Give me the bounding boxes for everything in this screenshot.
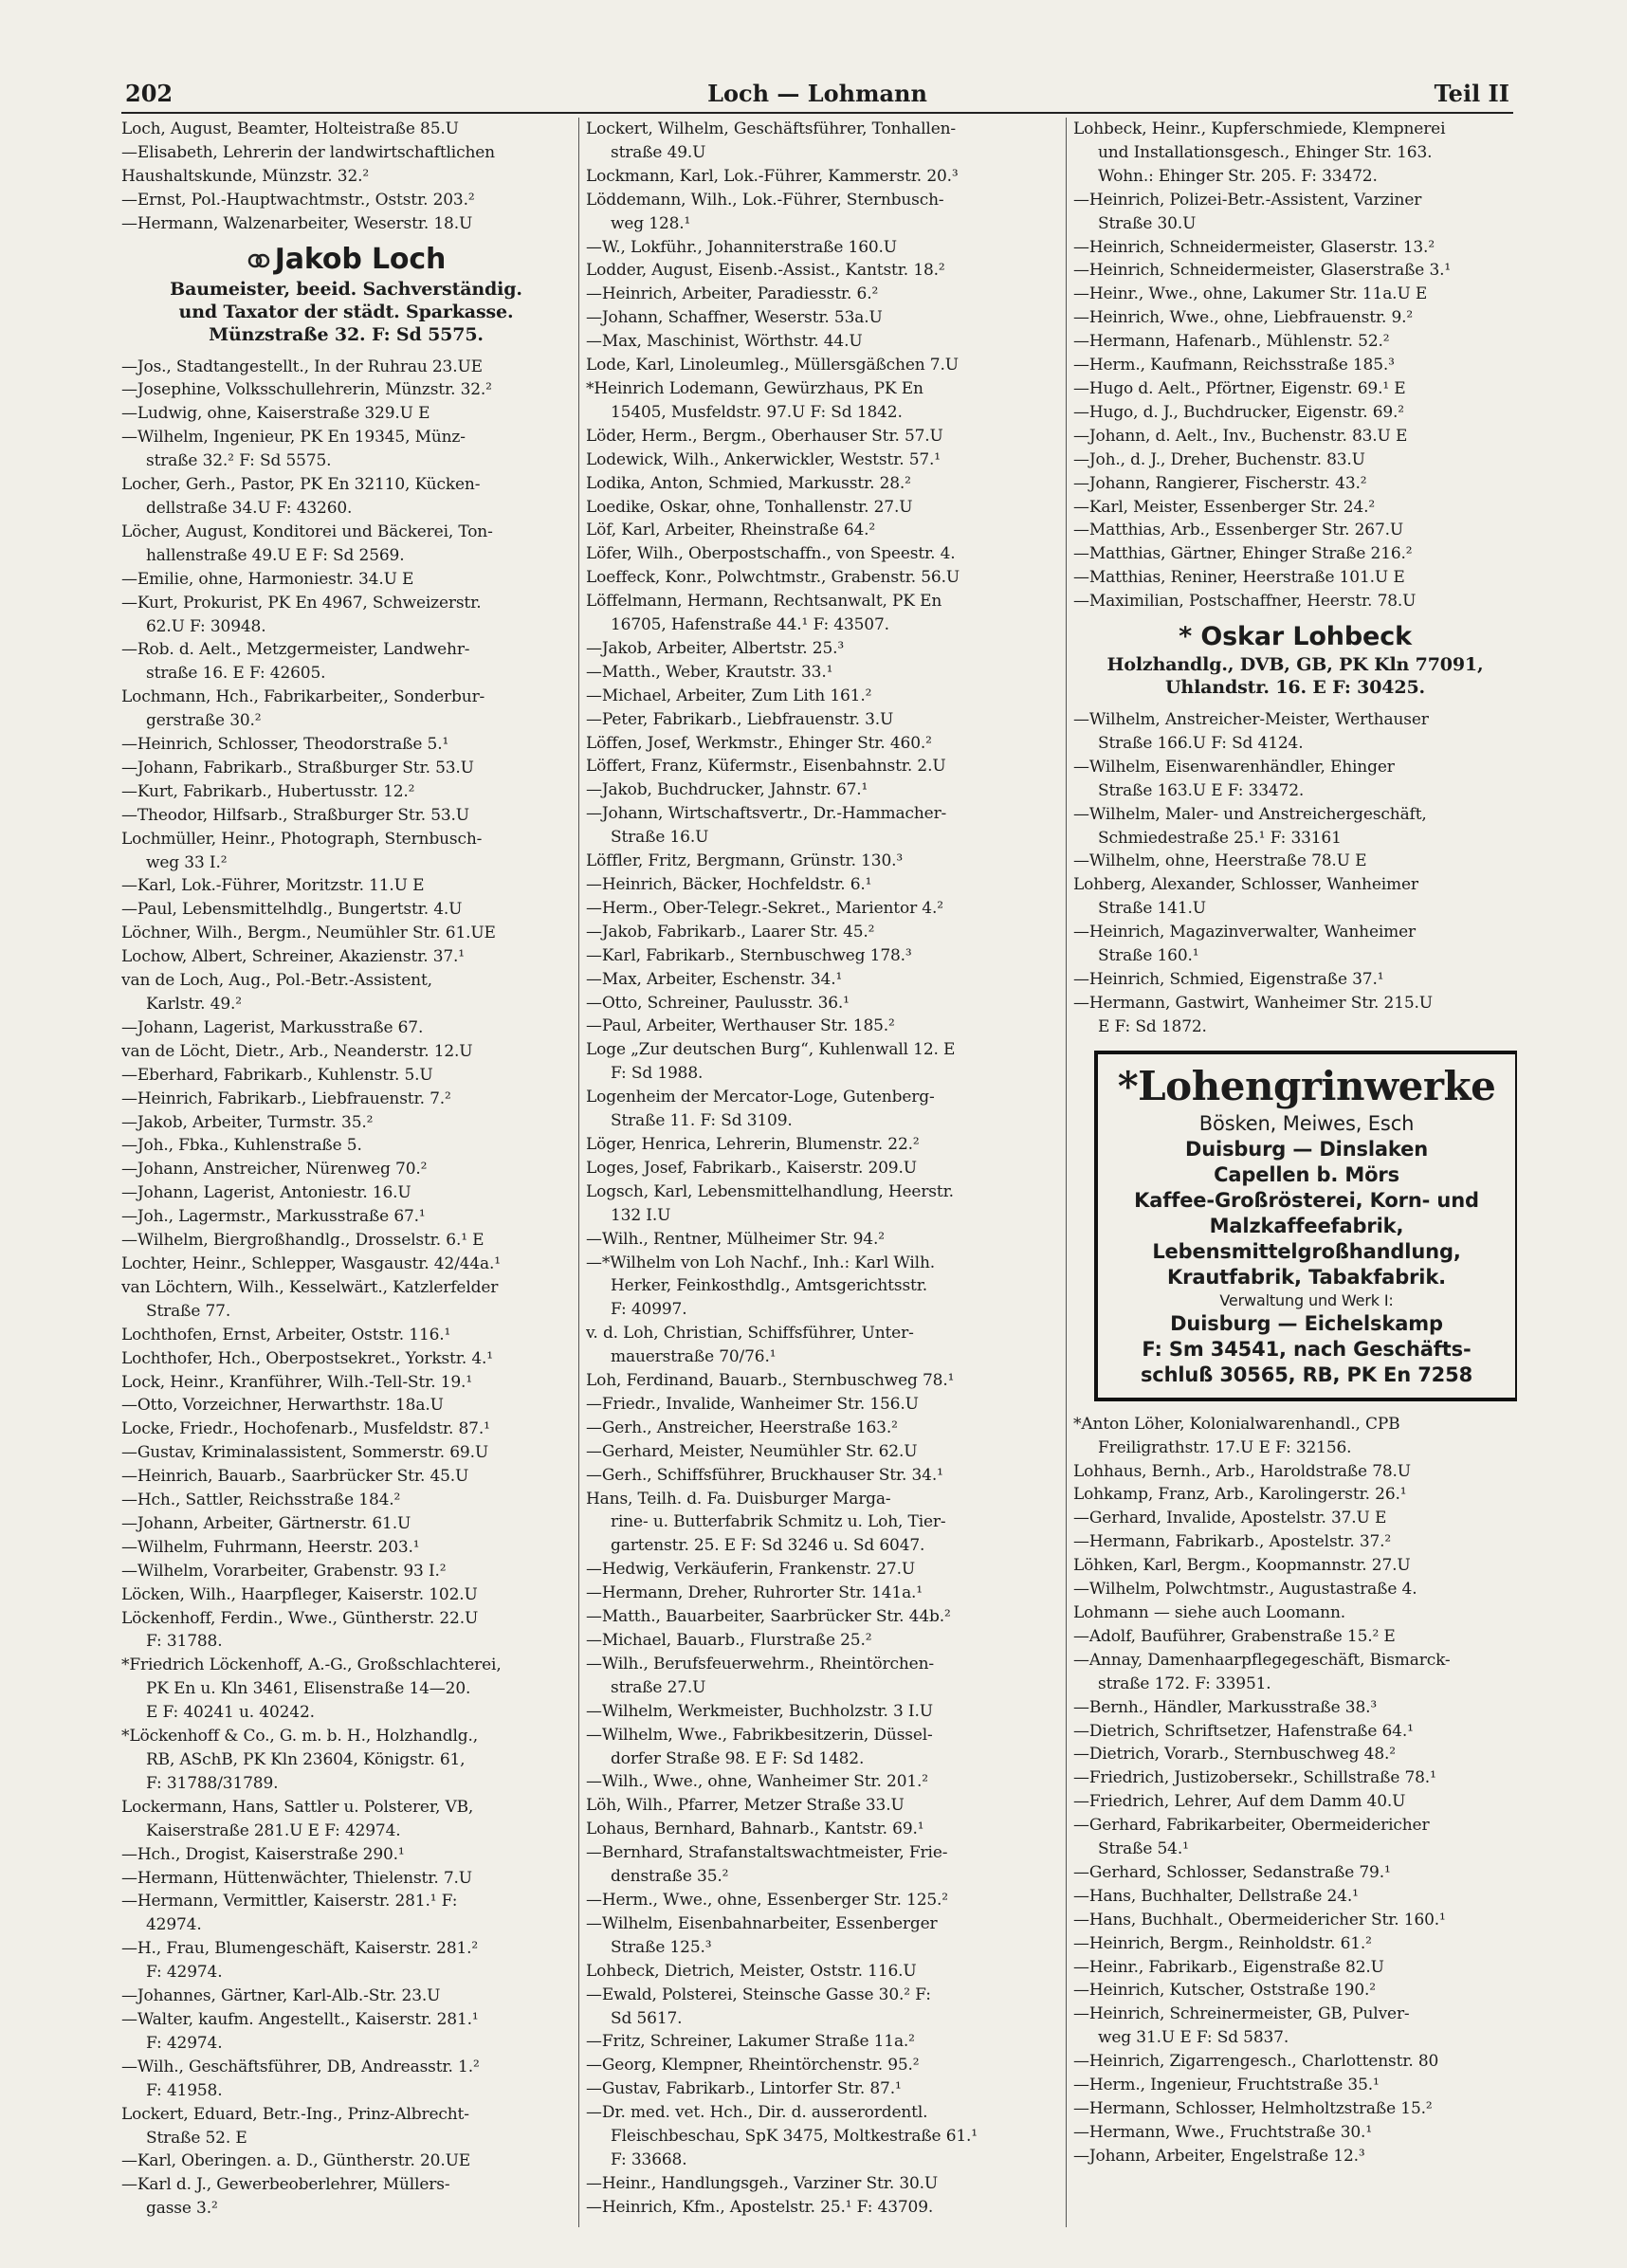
directory-entry-line: —Johann, Fabrikarb., Straßburger Str. 53.U [121, 758, 474, 777]
directory-entry-line: F: 31788/31789. [146, 1773, 279, 1793]
directory-entry-line: —Herm., Ingenieur, Fruchtstraße 35.¹ [1073, 2076, 1380, 2095]
directory-entry-line: —Ludwig, ohne, Kaiserstraße 329.U E [121, 404, 430, 424]
ad-jakob-loch-name-text: Jakob Loch [274, 242, 447, 276]
directory-entry-line: —Joh., Lagermstr., Markusstraße 67.¹ [121, 1207, 426, 1227]
directory-entry-line: —Hans, Buchhalter, Dellstraße 24.¹ [1073, 1886, 1359, 1906]
directory-entry-line: straße 16. E F: 42605. [146, 664, 326, 684]
directory-entry-line: —Otto, Schreiner, Paulusstr. 36.¹ [586, 993, 850, 1013]
directory-entry-line: —*Wilhelm von Loh Nachf., Inh.: Karl Wilh. [586, 1253, 936, 1272]
directory-entry-line: —Heinr., Handlungsgeh., Varziner Str. 30.U [586, 2173, 939, 2193]
directory-entry-line: v. d. Loh, Christian, Schiffsführer, Unter- [586, 1324, 914, 1344]
directory-entry-line: —W., Lokführ., Johanniterstraße 160.U [586, 237, 897, 257]
directory-entry-line: —Hch., Sattler, Reichsstraße 184.² [121, 1491, 401, 1510]
directory-entry-line: —Wilhelm, Maler- und Anstreichergeschäft, [1073, 804, 1427, 824]
ad-jakob-loch [121, 242, 571, 346]
directory-entry-line: —Wilhelm, Fuhrmann, Heerstr. 203.¹ [121, 1537, 420, 1557]
directory-entry-line: —Gerhard, Meister, Neumühler Str. 62.U [586, 1441, 918, 1461]
directory-entry-line: straße 172. F: 33951. [1098, 1674, 1271, 1693]
directory-entry-line: —Hans, Buchhalt., Obermeidericher Str. 160.¹ [1073, 1910, 1446, 1930]
directory-entry-line: —Herm., Wwe., ohne, Essenberger Str. 125.² [586, 1890, 948, 1910]
directory-entry-line: *Löckenhoff & Co., G. m. b. H., Holzhandlg., [121, 1727, 479, 1747]
directory-entry-line: —Johann, Lagerist, Markusstraße 67. [121, 1017, 424, 1037]
directory-entry-line: —Max, Arbeiter, Eschenstr. 34.¹ [586, 969, 843, 989]
directory-entry-line: —Heinrich, Schreinermeister, GB, Pulver- [1073, 2004, 1410, 2024]
ad-lohengrinwerke-line1: Bösken, Meiwes, Esch [1198, 1111, 1415, 1135]
directory-entry-line: —Heinrich, Schneidermeister, Glaserstraße 3.¹ [1073, 261, 1452, 281]
directory-entry-line: —Hch., Drogist, Kaiserstraße 290.¹ [121, 1844, 405, 1864]
directory-entry-line: E F: Sd 1872. [1098, 1016, 1207, 1036]
directory-entry-line: —Hermann, Hafenarb., Mühlenstr. 52.² [1073, 332, 1390, 352]
directory-entry-line: Löchner, Wilh., Bergm., Neumühler Str. 61.UE [121, 924, 496, 943]
directory-entry-line: —Maximilian, Postschaffner, Heerstr. 78.U [1073, 592, 1417, 612]
chain-link-icon [247, 248, 271, 273]
directory-entry-line: Straße 16.U [611, 828, 709, 848]
directory-entry-line: —Herm., Ober-Telegr.-Sekret., Marientor 4.² [586, 898, 943, 918]
directory-entry-line: —Wilh., Rentner, Mülheimer Str. 94.² [586, 1229, 885, 1249]
directory-entry-line: F: 42974. [146, 1963, 223, 1983]
directory-entry-line: Lochter, Heinr., Schlepper, Wasgaustr. 42/44a.¹ [121, 1253, 501, 1273]
directory-entry-line: —Johann, Schaffner, Weserstr. 53a.U [586, 308, 883, 328]
directory-entry-line: Lohbeck, Dietrich, Meister, Oststr. 116.U [586, 1961, 917, 1981]
directory-entry-line: —Elisabeth, Lehrerin der landwirtschaftlichen [121, 142, 495, 162]
directory-entry-line: —Otto, Vorzeichner, Herwarthstr. 18a.U [121, 1396, 444, 1416]
directory-entry-line: —Hermann, Dreher, Ruhrorter Str. 141a.¹ [586, 1583, 923, 1603]
directory-entry-line: —Dietrich, Schriftsetzer, Hafenstraße 64.¹ [1073, 1721, 1414, 1741]
page-number: 202 [125, 80, 174, 107]
directory-entry-line: —Adolf, Bauführer, Grabenstraße 15.² E [1073, 1626, 1396, 1646]
col3-entries-a [1073, 118, 1517, 613]
ad-jakob-loch-name [121, 242, 571, 278]
directory-entry-line: —Johann, Wirtschaftsvertr., Dr.-Hammacher- [586, 804, 947, 824]
directory-entry-line: —Heinrich, Zigarrengesch., Charlottenstr. 80 [1073, 2052, 1439, 2072]
directory-entry-line: —Wilhelm, Wwe., Fabrikbesitzerin, Düssel- [586, 1725, 933, 1745]
directory-entry-line: Kaiserstraße 281.U E F: 42974. [146, 1820, 401, 1840]
directory-entry-line: weg 31.U E F: Sd 5837. [1098, 2028, 1289, 2048]
directory-entry-line: Lohaus, Bernhard, Bahnarb., Kantstr. 69.¹ [586, 1820, 924, 1839]
ad-jakob-loch-line1: Baumeister, beeid. Sachverständig. [170, 278, 522, 300]
directory-entry-line: —Rob. d. Aelt., Metzgermeister, Landwehr- [121, 640, 470, 660]
directory-entry-line: —Heinrich, Schlosser, Theodorstraße 5.¹ [121, 735, 449, 755]
directory-entry-line: rine- u. Butterfabrik Schmitz u. Loh, Tier- [611, 1512, 946, 1532]
directory-entry-line: —Heinrich, Kutscher, Oststraße 190.² [1073, 1981, 1376, 2001]
directory-entry-line: —Friedrich, Lehrer, Auf dem Damm 40.U [1073, 1792, 1406, 1812]
directory-entry-line: —Wilhelm, Eisenbahnarbeiter, Essenberger [586, 1913, 938, 1933]
directory-entry-line: —Dr. med. vet. Hch., Dir. d. ausserordentl. [586, 2103, 928, 2123]
directory-entry-line: —Peter, Fabrikarb., Liebfrauenstr. 3.U [586, 709, 894, 729]
directory-entry-line: Löffert, Franz, Küfermstr., Eisenbahnstr. 2.U [586, 757, 946, 777]
directory-entry-line: E F: 40241 u. 40242. [146, 1703, 315, 1723]
directory-entry-line: —Walter, kaufm. Angestellt., Kaiserstr. 281.¹ [121, 2009, 479, 2029]
directory-entry-line: Löffler, Fritz, Bergmann, Grünstr. 130.³ [586, 851, 904, 871]
directory-entry-line: F: 33668. [611, 2149, 687, 2169]
col2-entries [586, 118, 1060, 2220]
directory-entry-line: straße 27.U [611, 1677, 706, 1697]
directory-entry-line: Löh, Wilh., Pfarrer, Metzer Straße 33.U [586, 1796, 905, 1816]
directory-entry-line: —Heinrich, Magazinverwalter, Wanheimer [1073, 923, 1417, 942]
ad-lohengrinwerke-line8: Verwaltung und Werk I: [1219, 1290, 1394, 1309]
directory-entry-line: —Ewald, Polsterei, Steinsche Gasse 30.² F: [586, 1984, 931, 2004]
directory-entry-line: —H., Frau, Blumengeschäft, Kaiserstr. 281.² [121, 1939, 479, 1959]
directory-entry-line: weg 128.¹ [611, 213, 691, 233]
directory-entry-line: 15405, Musfeldstr. 97.U F: Sd 1842. [611, 402, 903, 422]
directory-entry-line: Löddemann, Wilh., Lok.-Führer, Sternbusch- [586, 190, 944, 210]
directory-entry-line: —Jakob, Arbeiter, Turmstr. 35.² [121, 1112, 374, 1132]
directory-entry-line: Straße 11. F: Sd 3109. [611, 1111, 793, 1131]
directory-entry-line: —Bernh., Händler, Markusstraße 38.³ [1073, 1697, 1378, 1717]
ad-lohengrinwerke-line11: schluß 30565, RB, PK En 7258 [1140, 1363, 1473, 1386]
ad-oskar-lohbeck-line2: Uhlandstr. 16. E F: 30425. [1164, 677, 1425, 699]
directory-entry-line: —Wilh., Wwe., ohne, Wanheimer Str. 201.² [586, 1772, 928, 1792]
directory-entry-line: Herker, Feinkosthdlg., Amtsgerichtsstr. [611, 1276, 928, 1296]
directory-entry-line: F: 41958. [146, 2080, 223, 2100]
ad-lohengrinwerke-line3: Capellen b. Mörs [1214, 1162, 1399, 1186]
directory-entry-line: F: Sd 1988. [611, 1064, 704, 1084]
directory-entry-line: Straße 163.U E F: 33472. [1098, 780, 1305, 800]
directory-entry-line: Haushaltskunde, Münzstr. 32.² [121, 166, 370, 186]
directory-entry-line: —Johann, Rangierer, Fischerstr. 43.² [1073, 473, 1367, 493]
directory-entry-line: Lochow, Albert, Schreiner, Akazienstr. 37.¹ [121, 947, 465, 967]
directory-entry-line: Locke, Friedr., Hochofenarb., Musfeldstr. 87.¹ [121, 1419, 490, 1439]
ad-jakob-loch-line2: und Taxator der städt. Sparkasse. [178, 301, 514, 322]
directory-entry-line: —Wilhelm, Ingenieur, PK En 19345, Münz- [121, 428, 466, 448]
directory-entry-line: van de Loch, Aug., Pol.-Betr.-Assistent, [121, 971, 432, 991]
directory-entry-line: Straße 141.U [1098, 899, 1206, 919]
directory-entry-line: —Karl, Lok.-Führer, Moritzstr. 11.U E [121, 876, 425, 896]
directory-entry-line: Fleischbeschau, SpK 3475, Moltkestraße 61.¹ [611, 2127, 978, 2147]
directory-entry-line: 16705, Hafenstraße 44.¹ F: 43507. [611, 615, 889, 635]
directory-entry-line: —Heinrich, Fabrikarb., Liebfrauenstr. 7.² [121, 1088, 451, 1108]
directory-entry-line: straße 32.² F: Sd 5575. [146, 451, 332, 471]
directory-entry-line: RB, ASchB, PK Kln 23604, Königstr. 61, [146, 1750, 466, 1769]
directory-entry-line: —Heinrich, Kfm., Apostelstr. 25.¹ F: 43709. [586, 2197, 934, 2217]
directory-entry-line: —Emilie, ohne, Harmoniestr. 34.U E [121, 569, 414, 589]
directory-entry-line: Lohhaus, Bernh., Arb., Haroldstraße 78.U [1073, 1461, 1411, 1481]
directory-entry-line: Straße 52. E [146, 2128, 247, 2148]
directory-entry-line: —Paul, Arbeiter, Werthauser Str. 185.² [586, 1016, 895, 1036]
directory-entry-line: —Heinrich, Bauarb., Saarbrücker Str. 45.U [121, 1467, 469, 1487]
directory-entry-line: —Annay, Damenhaarpflegegeschäft, Bismarck- [1073, 1650, 1451, 1670]
directory-entry-line: dorfer Straße 98. E F: Sd 1482. [611, 1748, 865, 1768]
directory-entry-line: Löcken, Wilh., Haarpfleger, Kaiserstr. 102.U [121, 1584, 478, 1604]
directory-entry-line: —Johannes, Gärtner, Karl-Alb.-Str. 23.U [121, 1986, 441, 2006]
directory-entry-line: Lodewick, Wilh., Ankerwickler, Weststr. 57.¹ [586, 449, 941, 469]
ad-oskar-lohbeck-name: * Oskar Lohbeck [1179, 622, 1412, 652]
directory-entry-line: —Karl, Fabrikarb., Sternbuschweg 178.³ [586, 945, 912, 965]
directory-entry-line: Lockermann, Hans, Sattler u. Polsterer, VB, [121, 1797, 474, 1817]
directory-entry-line: Lodder, August, Eisenb.-Assist., Kantstr. 18.² [586, 261, 945, 281]
directory-entry-line: und Installationsgesch., Ehinger Str. 163. [1098, 142, 1433, 162]
directory-entry-line: —Johann, Arbeiter, Gärtnerstr. 61.U [121, 1513, 411, 1533]
directory-entry-line: Lochmann, Hch., Fabrikarbeiter,, Sonderbur- [121, 687, 485, 707]
directory-entry-line: —Heinrich, Bäcker, Hochfeldstr. 6.¹ [586, 875, 872, 894]
directory-entry-line: —Wilh., Berufsfeuerwehrm., Rheintörchen- [586, 1654, 934, 1674]
directory-entry-line: —Georg, Klempner, Rheintörchenstr. 95.² [586, 2056, 920, 2076]
directory-entry-line: Lockert, Eduard, Betr.-Ing., Prinz-Albrecht- [121, 2104, 469, 2124]
directory-entry-line: —Gerh., Schiffsführer, Bruckhauser Str. 34.¹ [586, 1465, 943, 1485]
ad-oskar-lohbeck-line1: Holzhandlg., DVB, GB, PK Kln 77091, [1106, 654, 1484, 676]
directory-entry-line: —Max, Maschinist, Wörthstr. 44.U [586, 332, 863, 352]
directory-entry-line: —Heinr., Wwe., ohne, Lakumer Str. 11a.U E [1073, 284, 1428, 304]
directory-entry-line: straße 49.U [611, 142, 706, 162]
directory-entry-line: 132 I.U [611, 1205, 671, 1225]
directory-entry-line: —Johann, d. Aelt., Inv., Buchenstr. 83.U E [1073, 426, 1408, 446]
directory-entry-line: —Kurt, Prokurist, PK En 4967, Schweizerstr. [121, 593, 482, 613]
directory-entry-line: Löcher, August, Konditorei und Bäckerei, Ton- [121, 521, 493, 541]
directory-entry-line: —Heinrich, Wwe., ohne, Liebfrauenstr. 9.² [1073, 308, 1414, 328]
column-divider-2 [1066, 118, 1067, 2227]
directory-entry-line: Logenheim der Mercator-Loge, Gutenberg- [586, 1088, 935, 1107]
directory-entry-line: Loh, Ferdinand, Bauarb., Sternbuschweg 78.¹ [586, 1371, 955, 1391]
directory-entry-line: van Löchtern, Wilh., Kesselwärt., Katzlerfelder [121, 1277, 499, 1297]
directory-entry-line: F: 42974. [146, 2033, 223, 2053]
directory-entry-line: —Johann, Anstreicher, Nürenweg 70.² [121, 1160, 428, 1180]
col1-entries-a [121, 118, 571, 236]
directory-entry-line: —Hermann, Vermittler, Kaiserstr. 281.¹ F: [121, 1892, 458, 1911]
directory-entry-line: —Matthias, Gärtner, Ehinger Straße 216.² [1073, 544, 1413, 564]
directory-entry-line: Löfer, Wilh., Oberpostschaffn., von Speestr. 4. [586, 544, 956, 564]
directory-entry-line: —Eberhard, Fabrikarb., Kuhlenstr. 5.U [121, 1065, 433, 1085]
directory-entry-line: —Dietrich, Vorarb., Sternbuschweg 48.² [1073, 1745, 1396, 1765]
directory-entry-line: —Gustav, Kriminalassistent, Sommerstr. 69.U [121, 1443, 489, 1463]
directory-entry-line: Lohberg, Alexander, Schlosser, Wanheimer [1073, 875, 1418, 895]
col3-entries-c [1073, 1413, 1517, 2168]
directory-entry-line: —Heinrich, Bergm., Reinholdstr. 61.² [1073, 1933, 1372, 1953]
directory-entry-line: gartenstr. 25. E F: Sd 3246 u. Sd 6047. [611, 1536, 925, 1556]
directory-entry-line: —Johann, Lagerist, Antoniestr. 16.U [121, 1183, 411, 1203]
directory-entry-line: Loeffeck, Konr., Polwchtmstr., Grabenstr. 56.U [586, 568, 960, 588]
directory-entry-line: Locher, Gerh., Pastor, PK En 32110, Kücken- [121, 475, 481, 495]
directory-entry-line: Lochthofen, Ernst, Arbeiter, Oststr. 116.¹ [121, 1325, 451, 1344]
directory-entry-line: Lockert, Wilhelm, Geschäftsführer, Tonhallen- [586, 119, 957, 138]
directory-entry-line: —Heinrich, Arbeiter, Paradiesstr. 6.² [586, 284, 879, 304]
directory-entry-line: —Friedr., Invalide, Wanheimer Str. 156.U [586, 1394, 919, 1414]
directory-entry-line: —Michael, Arbeiter, Zum Lith 161.² [586, 686, 872, 705]
directory-entry-line: —Wilhelm, Biergroßhandlg., Drosselstr. 6.¹ E [121, 1231, 484, 1251]
ad-lohengrinwerke-line7: Krautfabrik, Tabakfabrik. [1167, 1265, 1446, 1289]
directory-entry-line: gasse 3.² [146, 2199, 218, 2219]
column-divider-1 [578, 118, 579, 2227]
directory-entry-line: —Johann, Arbeiter, Engelstraße 12.³ [1073, 2146, 1365, 2166]
directory-entry-line: Schmiedestraße 25.¹ F: 33161 [1098, 828, 1342, 848]
directory-entry-line: —Karl, Oberingen. a. D., Güntherstr. 20.UE [121, 2151, 471, 2171]
directory-entry-line: Loges, Josef, Fabrikarb., Kaiserstr. 209.U [586, 1158, 917, 1178]
directory-entry-line: —Hermann, Gastwirt, Wanheimer Str. 215.U [1073, 993, 1433, 1013]
directory-entry-line: —Wilh., Geschäftsführer, DB, Andreasstr. 1.² [121, 2057, 480, 2076]
directory-entry-line: —Gerh., Anstreicher, Heerstraße 163.² [586, 1418, 898, 1437]
directory-entry-line: —Joh., Fbka., Kuhlenstraße 5. [121, 1136, 362, 1156]
col1-entries-b [121, 356, 571, 2222]
directory-entry-line: —Wilhelm, ohne, Heerstraße 78.U E [1073, 851, 1367, 871]
directory-entry-line: Löffelmann, Hermann, Rechtsanwalt, PK En [586, 592, 942, 612]
directory-entry-line: Löder, Herm., Bergm., Oberhauser Str. 57.U [586, 426, 943, 446]
directory-entry-line: Straße 125.³ [611, 1937, 712, 1957]
directory-entry-line: Loedike, Oskar, ohne, Tonhallenstr. 27.U [586, 497, 913, 517]
ad-lohengrinwerke-line4: Kaffee-Großrösterei, Korn- und [1134, 1188, 1479, 1212]
ad-lohengrinwerke-name: *Lohengrinwerke [1117, 1062, 1496, 1109]
directory-entry-line: hallenstraße 49.U E F: Sd 2569. [146, 545, 405, 565]
directory-entry-line: —Wilhelm, Anstreicher-Meister, Werthauser [1073, 710, 1429, 730]
directory-entry-line: van de Löcht, Dietr., Arb., Neanderstr. 12.U [121, 1041, 473, 1061]
directory-entry-line: —Heinr., Fabrikarb., Eigenstraße 82.U [1073, 1957, 1384, 1977]
ad-lohengrinwerke-line9: Duisburg — Eichelskamp [1170, 1311, 1443, 1335]
directory-entry-line: Lodika, Anton, Schmied, Markusstr. 28.² [586, 473, 911, 493]
directory-entry-line: Lock, Heinr., Kranführer, Wilh.-Tell-Str. 19.¹ [121, 1372, 472, 1392]
directory-entry-line: —Gerhard, Schlosser, Sedanstraße 79.¹ [1073, 1862, 1391, 1882]
directory-entry-line: *Friedrich Löckenhoff, A.-G., Großschlachterei, [121, 1655, 502, 1675]
directory-entry-line: —Herm., Kaufmann, Reichsstraße 185.³ [1073, 356, 1395, 375]
directory-entry-line: —Karl, Meister, Essenberger Str. 24.² [1073, 497, 1376, 517]
running-title: Loch — Lohmann [707, 80, 927, 107]
ad-jakob-loch-line3: Münzstraße 32. F: Sd 5575. [209, 323, 484, 345]
directory-entry-line: Logsch, Karl, Lebensmittelhandlung, Heerstr. [586, 1181, 954, 1201]
directory-entry-line: —Friedrich, Justizobersekr., Schillstraße 78.¹ [1073, 1768, 1436, 1788]
directory-entry-line: —Heinrich, Schneidermeister, Glaserstr. 13.² [1073, 237, 1435, 257]
directory-entry-line: dellstraße 34.U F: 43260. [146, 498, 353, 518]
directory-entry-line: mauerstraße 70/76.¹ [611, 1347, 777, 1367]
directory-entry-line: —Matth., Weber, Krautstr. 33.¹ [586, 662, 833, 682]
directory-entry-line: Lohbeck, Heinr., Kupferschmiede, Klempnerei [1073, 119, 1446, 138]
directory-entry-line: —Wilhelm, Vorarbeiter, Grabenstr. 93 I.² [121, 1561, 447, 1581]
ad-lohengrinwerke-line5: Malzkaffeefabrik, [1209, 1214, 1404, 1237]
ad-lohengrinwerke-line2: Duisburg — Dinslaken [1184, 1137, 1429, 1161]
directory-entry-line: —Matthias, Reniner, Heerstraße 101.U E [1073, 568, 1405, 588]
column-1 [121, 118, 571, 2241]
directory-entry-line: Straße 30.U [1098, 213, 1197, 233]
directory-entry-line: Straße 54.¹ [1098, 1839, 1189, 1859]
directory-entry-line: —Kurt, Fabrikarb., Hubertusstr. 12.² [121, 781, 415, 801]
directory-entry-line: —Jakob, Fabrikarb., Laarer Str. 45.² [586, 922, 875, 942]
directory-entry-line: —Joh., d. J., Dreher, Buchenstr. 83.U [1073, 449, 1365, 469]
column-3 [1073, 118, 1517, 2241]
directory-entry-line: Hans, Teilh. d. Fa. Duisburger Marga- [586, 1489, 891, 1509]
directory-entry-line: F: 31788. [146, 1632, 223, 1652]
page-header [125, 76, 1509, 110]
directory-entry-line: —Ernst, Pol.-Hauptwachtmstr., Oststr. 203.² [121, 190, 475, 210]
directory-entry-line: weg 33 I.² [146, 852, 228, 872]
directory-entry-line: —Jakob, Buchdrucker, Jahnstr. 67.¹ [586, 780, 868, 800]
col3-entries-b [1073, 708, 1517, 1039]
directory-entry-line: Wohn.: Ehinger Str. 205. F: 33472. [1098, 166, 1378, 186]
directory-entry-line: —Hermann, Hüttenwächter, Thielenstr. 7.U [121, 1868, 472, 1888]
directory-entry-line: —Hugo d. Aelt., Pförtner, Eigenstr. 69.¹ E [1073, 378, 1406, 398]
directory-entry-line: Löger, Henrica, Lehrerin, Blumenstr. 22.² [586, 1134, 920, 1154]
directory-entry-line: Sd 5617. [611, 2008, 683, 2028]
directory-entry-line: —Wilhelm, Polwchtmstr., Augustastraße 4. [1073, 1580, 1417, 1600]
directory-entry-line: 42974. [146, 1915, 202, 1935]
directory-entry-line: —Karl d. J., Gewerbeoberlehrer, Müllers- [121, 2175, 450, 2195]
ad-lohengrinwerke [1094, 1051, 1517, 1401]
directory-entry-line: —Hermann, Walzenarbeiter, Weserstr. 18.U [121, 213, 473, 233]
directory-entry-line: denstraße 35.² [611, 1867, 729, 1887]
ad-lohengrinwerke-line6: Lebensmittelgroßhandlung, [1152, 1239, 1461, 1263]
header-rule [121, 112, 1513, 114]
ad-oskar-lohbeck [1073, 621, 1517, 699]
directory-entry-line: Löffen, Josef, Werkmstr., Ehinger Str. 460.² [586, 733, 932, 753]
directory-entry-line: —Hermann, Wwe., Fruchtstraße 30.¹ [1073, 2122, 1372, 2142]
directory-entry-line: Löf, Karl, Arbeiter, Rheinstraße 64.² [586, 521, 876, 540]
directory-entry-line: Lochmüller, Heinr., Photograph, Sternbusch- [121, 829, 483, 849]
directory-entry-line: —Gerhard, Invalide, Apostelstr. 37.U E [1073, 1509, 1387, 1528]
directory-entry-line: —Jakob, Arbeiter, Albertstr. 25.³ [586, 638, 845, 658]
directory-entry-line: gerstraße 30.² [146, 711, 262, 731]
directory-entry-line: Loge „Zur deutschen Burg“, Kuhlenwall 12. E [586, 1040, 956, 1060]
directory-entry-line: Lode, Karl, Linoleumleg., Müllersgäßchen 7.U [586, 356, 959, 375]
directory-entry-line: —Bernhard, Strafanstaltswachtmeister, Frie- [586, 1843, 948, 1863]
directory-entry-line: —Jos., Stadtangestellt., In der Ruhrau 23.UE [121, 357, 483, 376]
directory-entry-line: —Theodor, Hilfsarb., Straßburger Str. 53.U [121, 805, 469, 825]
directory-entry-line: —Matthias, Arb., Essenberger Str. 267.U [1073, 521, 1404, 540]
directory-entry-line: Lochthofer, Hch., Oberpostsekret., Yorkstr. 4.¹ [121, 1348, 493, 1368]
directory-entry-line: Löhken, Karl, Bergm., Koopmannstr. 27.U [1073, 1556, 1411, 1576]
directory-entry-line: —Michael, Bauarb., Flurstraße 25.² [586, 1631, 872, 1650]
directory-entry-line: Lohkamp, Franz, Arb., Karolingerstr. 26.¹ [1073, 1485, 1407, 1505]
directory-entry-line: 62.U F: 30948. [146, 616, 266, 636]
directory-entry-line: Straße 77. [146, 1301, 231, 1321]
directory-entry-line: Freiligrathstr. 17.U E F: 32156. [1098, 1437, 1352, 1457]
ad-lohengrinwerke-line10: F: Sm 34541, nach Geschäfts- [1142, 1337, 1472, 1361]
directory-entry-line: Loch, August, Beamter, Holteistraße 85.U [121, 119, 459, 138]
directory-entry-line: —Wilhelm, Werkmeister, Buchholzstr. 3 I.U [586, 1701, 933, 1721]
directory-entry-line: Lockmann, Karl, Lok.-Führer, Kammerstr. 20.³ [586, 166, 959, 186]
directory-entry-line: —Hermann, Fabrikarb., Apostelstr. 37.² [1073, 1532, 1392, 1552]
directory-entry-line: F: 40997. [611, 1300, 687, 1320]
directory-entry-line: —Heinrich, Schmied, Eigenstraße 37.¹ [1073, 970, 1384, 989]
directory-entry-line: Karlstr. 49.² [146, 995, 242, 1014]
directory-entry-line: —Hugo, d. J., Buchdrucker, Eigenstr. 69.² [1073, 402, 1404, 422]
directory-entry-line: —Gustav, Fabrikarb., Lintorfer Str. 87.¹ [586, 2079, 902, 2099]
directory-entry-line: —Gerhard, Fabrikarbeiter, Obermeidericher [1073, 1816, 1430, 1836]
directory-entry-line: —Hermann, Schlosser, Helmholtzstraße 15.² [1073, 2099, 1433, 2118]
directory-entry-line: *Heinrich Lodemann, Gewürzhaus, PK En [586, 378, 923, 398]
directory-entry-line: Straße 166.U F: Sd 4124. [1098, 733, 1304, 753]
directory-entry-line: —Hedwig, Verkäuferin, Frankenstr. 27.U [586, 1560, 916, 1580]
directory-entry-line: Straße 160.¹ [1098, 946, 1199, 966]
directory-entry-line: *Anton Löher, Kolonialwarenhandl., CPB [1073, 1414, 1400, 1434]
directory-entry-line: Lohmann — siehe auch Loomann. [1073, 1602, 1345, 1622]
directory-entry-line: —Heinrich, Polizei-Betr.-Assistent, Varziner [1073, 190, 1422, 210]
directory-entry-line: —Paul, Lebensmittelhdlg., Bungertstr. 4.U [121, 900, 463, 920]
part-label: Teil II [1434, 80, 1509, 107]
column-2 [586, 118, 1060, 2241]
directory-entry-line: —Josephine, Volksschullehrerin, Münzstr. 32.² [121, 380, 492, 400]
directory-entry-line: Löckenhoff, Ferdin., Wwe., Güntherstr. 22.U [121, 1608, 479, 1628]
directory-entry-line: —Fritz, Schreiner, Lakumer Straße 11a.² [586, 2032, 915, 2052]
directory-entry-line: —Matth., Bauarbeiter, Saarbrücker Str. 44b.² [586, 1607, 951, 1627]
directory-entry-line: —Wilhelm, Eisenwarenhändler, Ehinger [1073, 757, 1395, 777]
directory-entry-line: PK En u. Kln 3461, Elisenstraße 14—20. [146, 1679, 471, 1699]
